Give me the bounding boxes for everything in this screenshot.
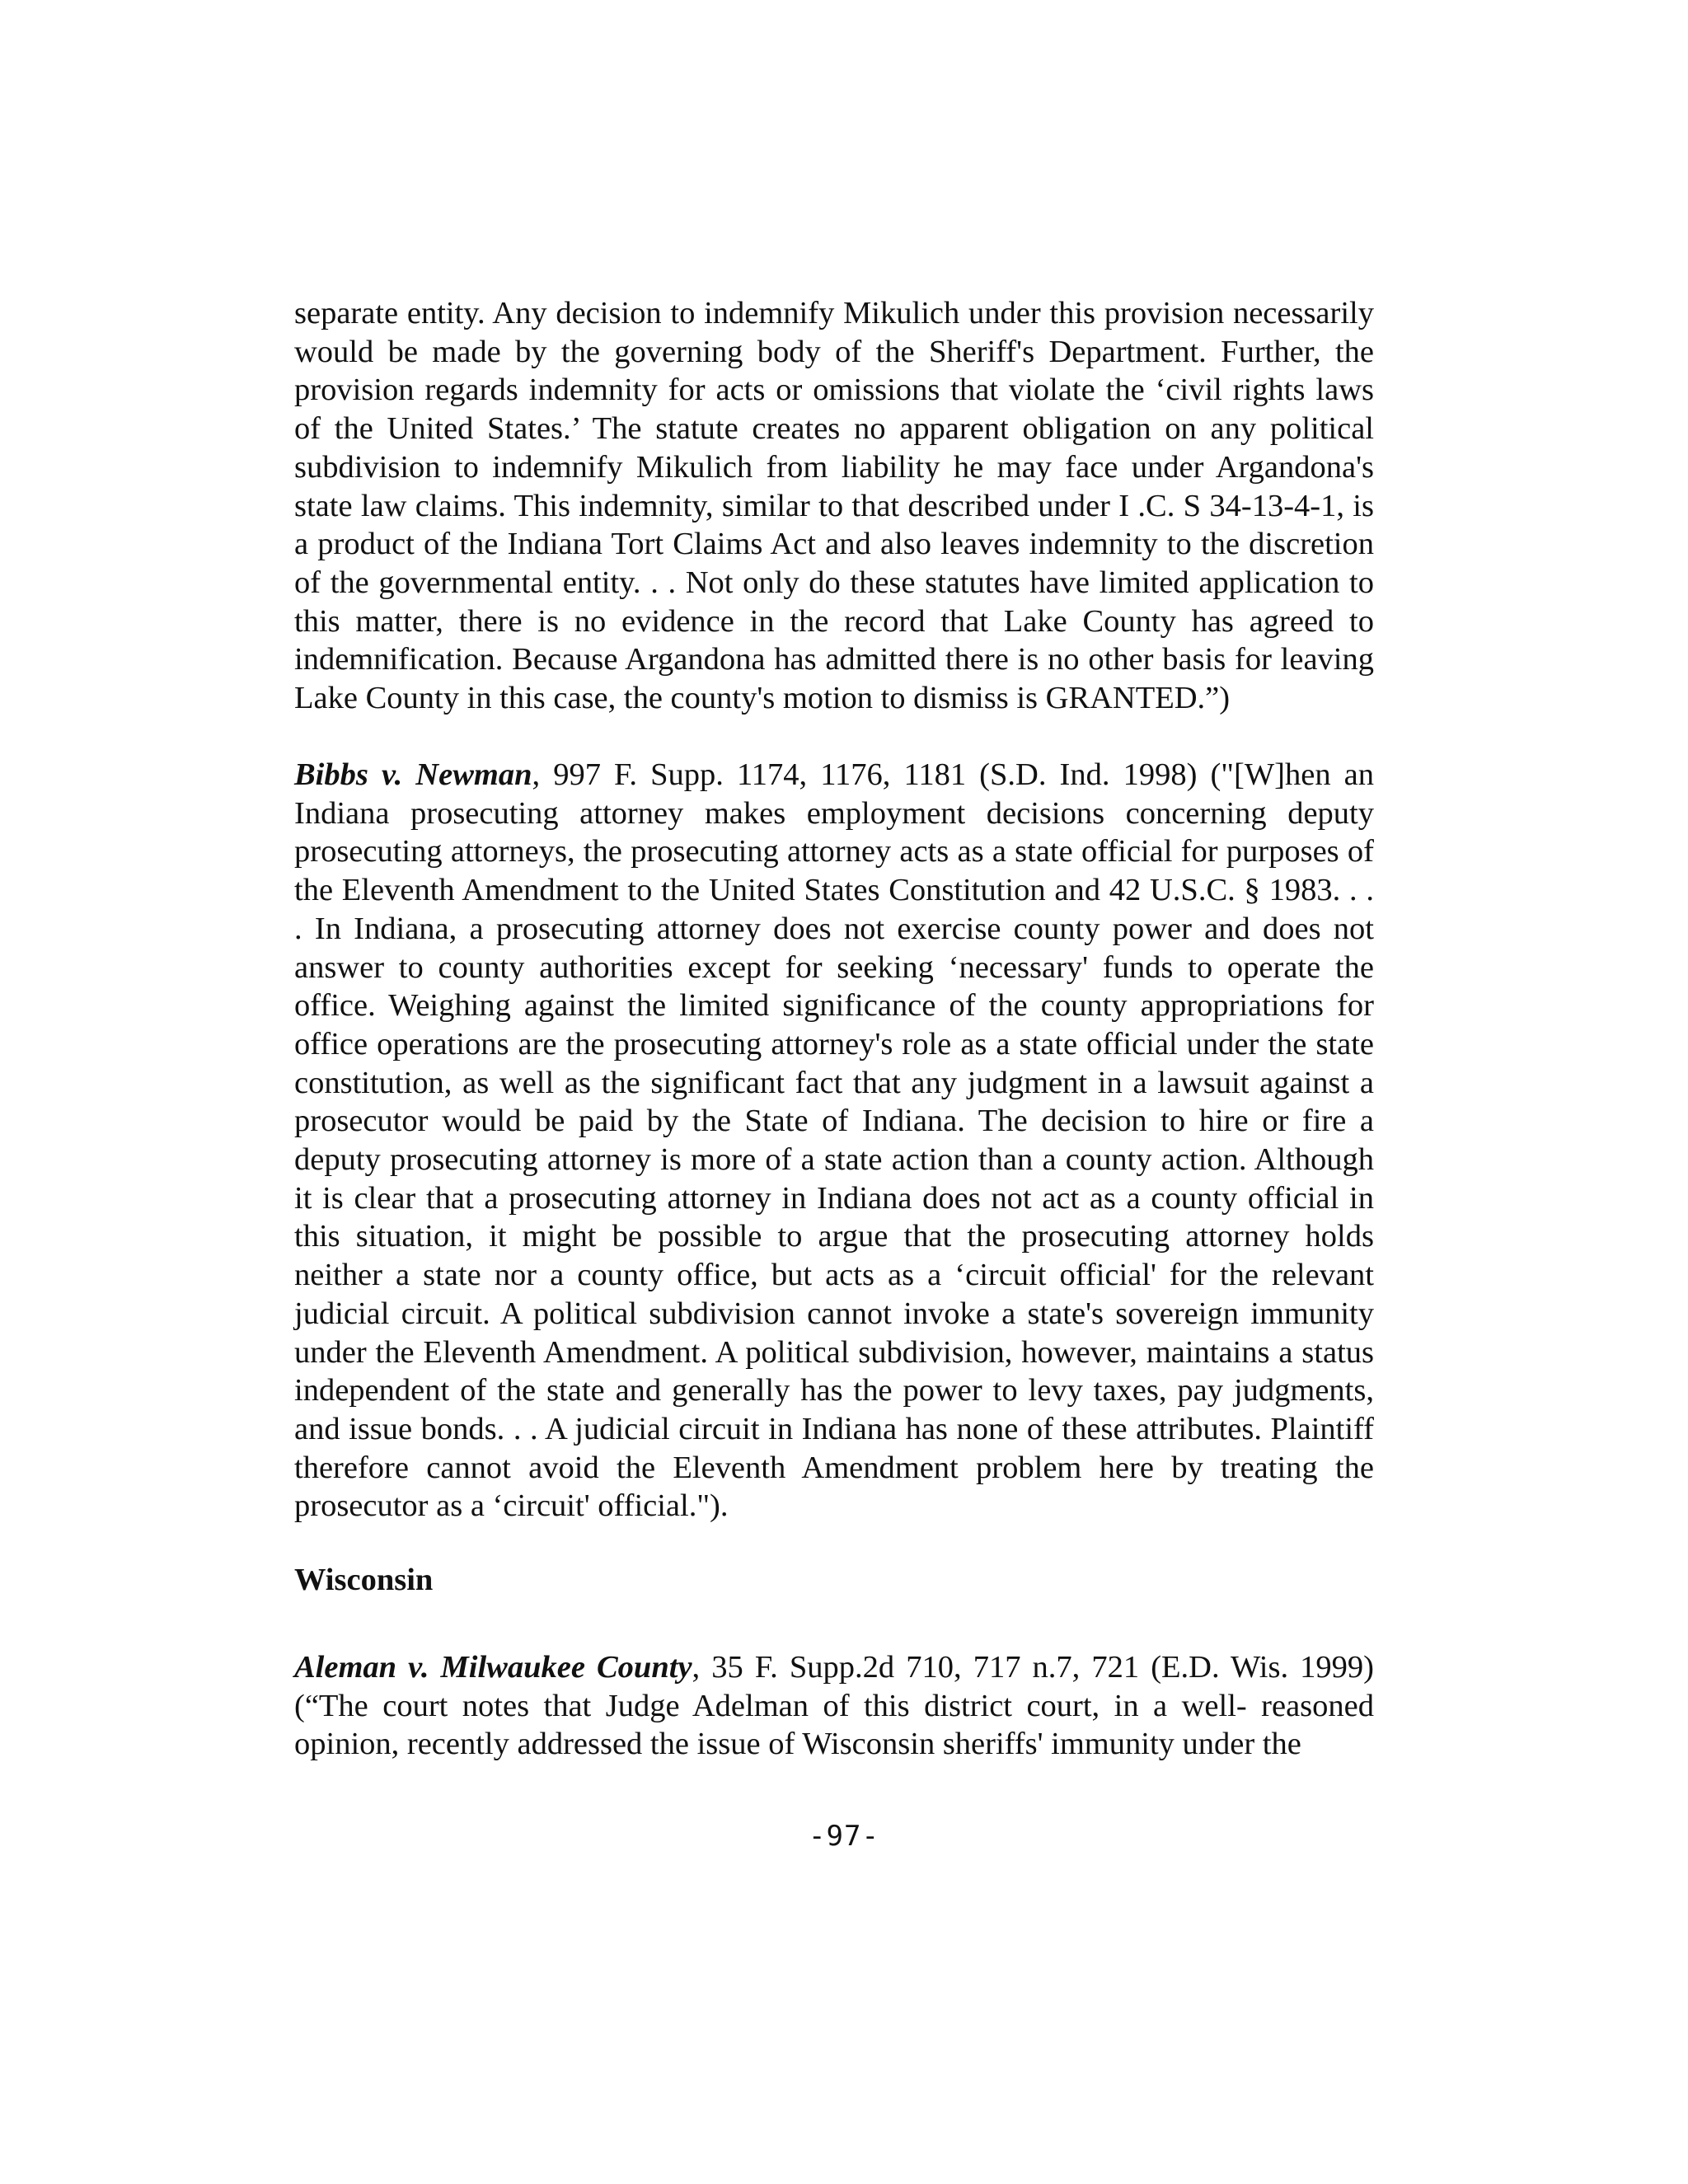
- paragraph-continued-quote: [294, 294, 1374, 718]
- paragraph-aleman-v-milwaukee-county: [294, 1648, 1374, 1764]
- page-number: -97-: [809, 1820, 879, 1853]
- section-heading-wisconsin: Wisconsin: [294, 1563, 434, 1597]
- case-name-aleman-v-milwaukee-county: Aleman v. Milwaukee County: [294, 1650, 692, 1685]
- paragraph-text: , 997 F. Supp. 1174, 1176, 1181 (S.D. Ind. 1998) ("[W]hen an Indiana prosecuting attorney makes employment decisions concerning deputy prosecuting attorneys, the prosecuting attorney acts as a state official for purposes of the Eleventh Amendment to the United States Constitution and 42 U.S.C. § 1983. . . . In Indiana, a prosecuting attorney does not exercise county power and does not answer to county authorities except for seeking ‘necessary' funds to operate the office. Weighing against the limited significance of the county appropriations for office operations are the prosecuting attorney's role as a state official under the state constitution, as well as the significant fact that any judgment in a lawsuit against a prosecutor would be paid by the State of Indiana. The decision to hire or fire a deputy prosecuting attorney is more of a state action than a county action. Although it is clear that a prosecuting attorney in Indiana does not act as a county official in this situation, it might be possible to argue that the prosecuting attorney holds neither a state nor a county office, but acts as a ‘circuit official' for the relevant judicial circuit. A political subdivision cannot invoke a state's sovereign immunity under the Eleventh Amendment. A political subdivision, however, maintains a status independent of the state and generally has the power to levy taxes, pay judgments, and issue bonds. . . A judicial circuit in Indiana has none of these attributes. Plaintiff therefore cannot avoid the Eleventh Amendment problem here by treating the prosecutor as a ‘circuit' official.").: [294, 757, 1375, 1524]
- paragraph-text: separate entity. Any decision to indemnify Mikulich under this provision necessarily would be made by the governing body of the Sheriff's Department. Further, the provision regards indemnity for acts or omissions that violate the ‘civil rights laws of the United States.’ The statute creates no apparent obligation on any political subdivision to indemnify Mikulich from liability he may face under Argandona's state law claims. This indemnity, similar to that described under I .C. S 34-13-4-1, is a product of the Indiana Tort Claims Act and also leaves indemnity to the discretion of the governmental entity. . . Not only do these statutes have limited application to this matter, there is no evidence in the record that Lake County has agreed to indemnification. Because Argandona has admitted there is no other basis for leaving Lake County in this case, the county's motion to dismiss is GRANTED.”): [294, 296, 1374, 716]
- paragraph-bibbs-v-newman: [294, 756, 1374, 1526]
- paragraph-text: , 35 F. Supp.2d 710, 717 n.7, 721 (E.D. Wis. 1999) (“The court notes that Judge Adelman of this district court, in a well- reasoned opinion, recently addressed the issue of Wisconsin sheriffs' immunity under the: [294, 1650, 1374, 1762]
- case-name-bibbs-v-newman: Bibbs v. Newman: [294, 757, 532, 792]
